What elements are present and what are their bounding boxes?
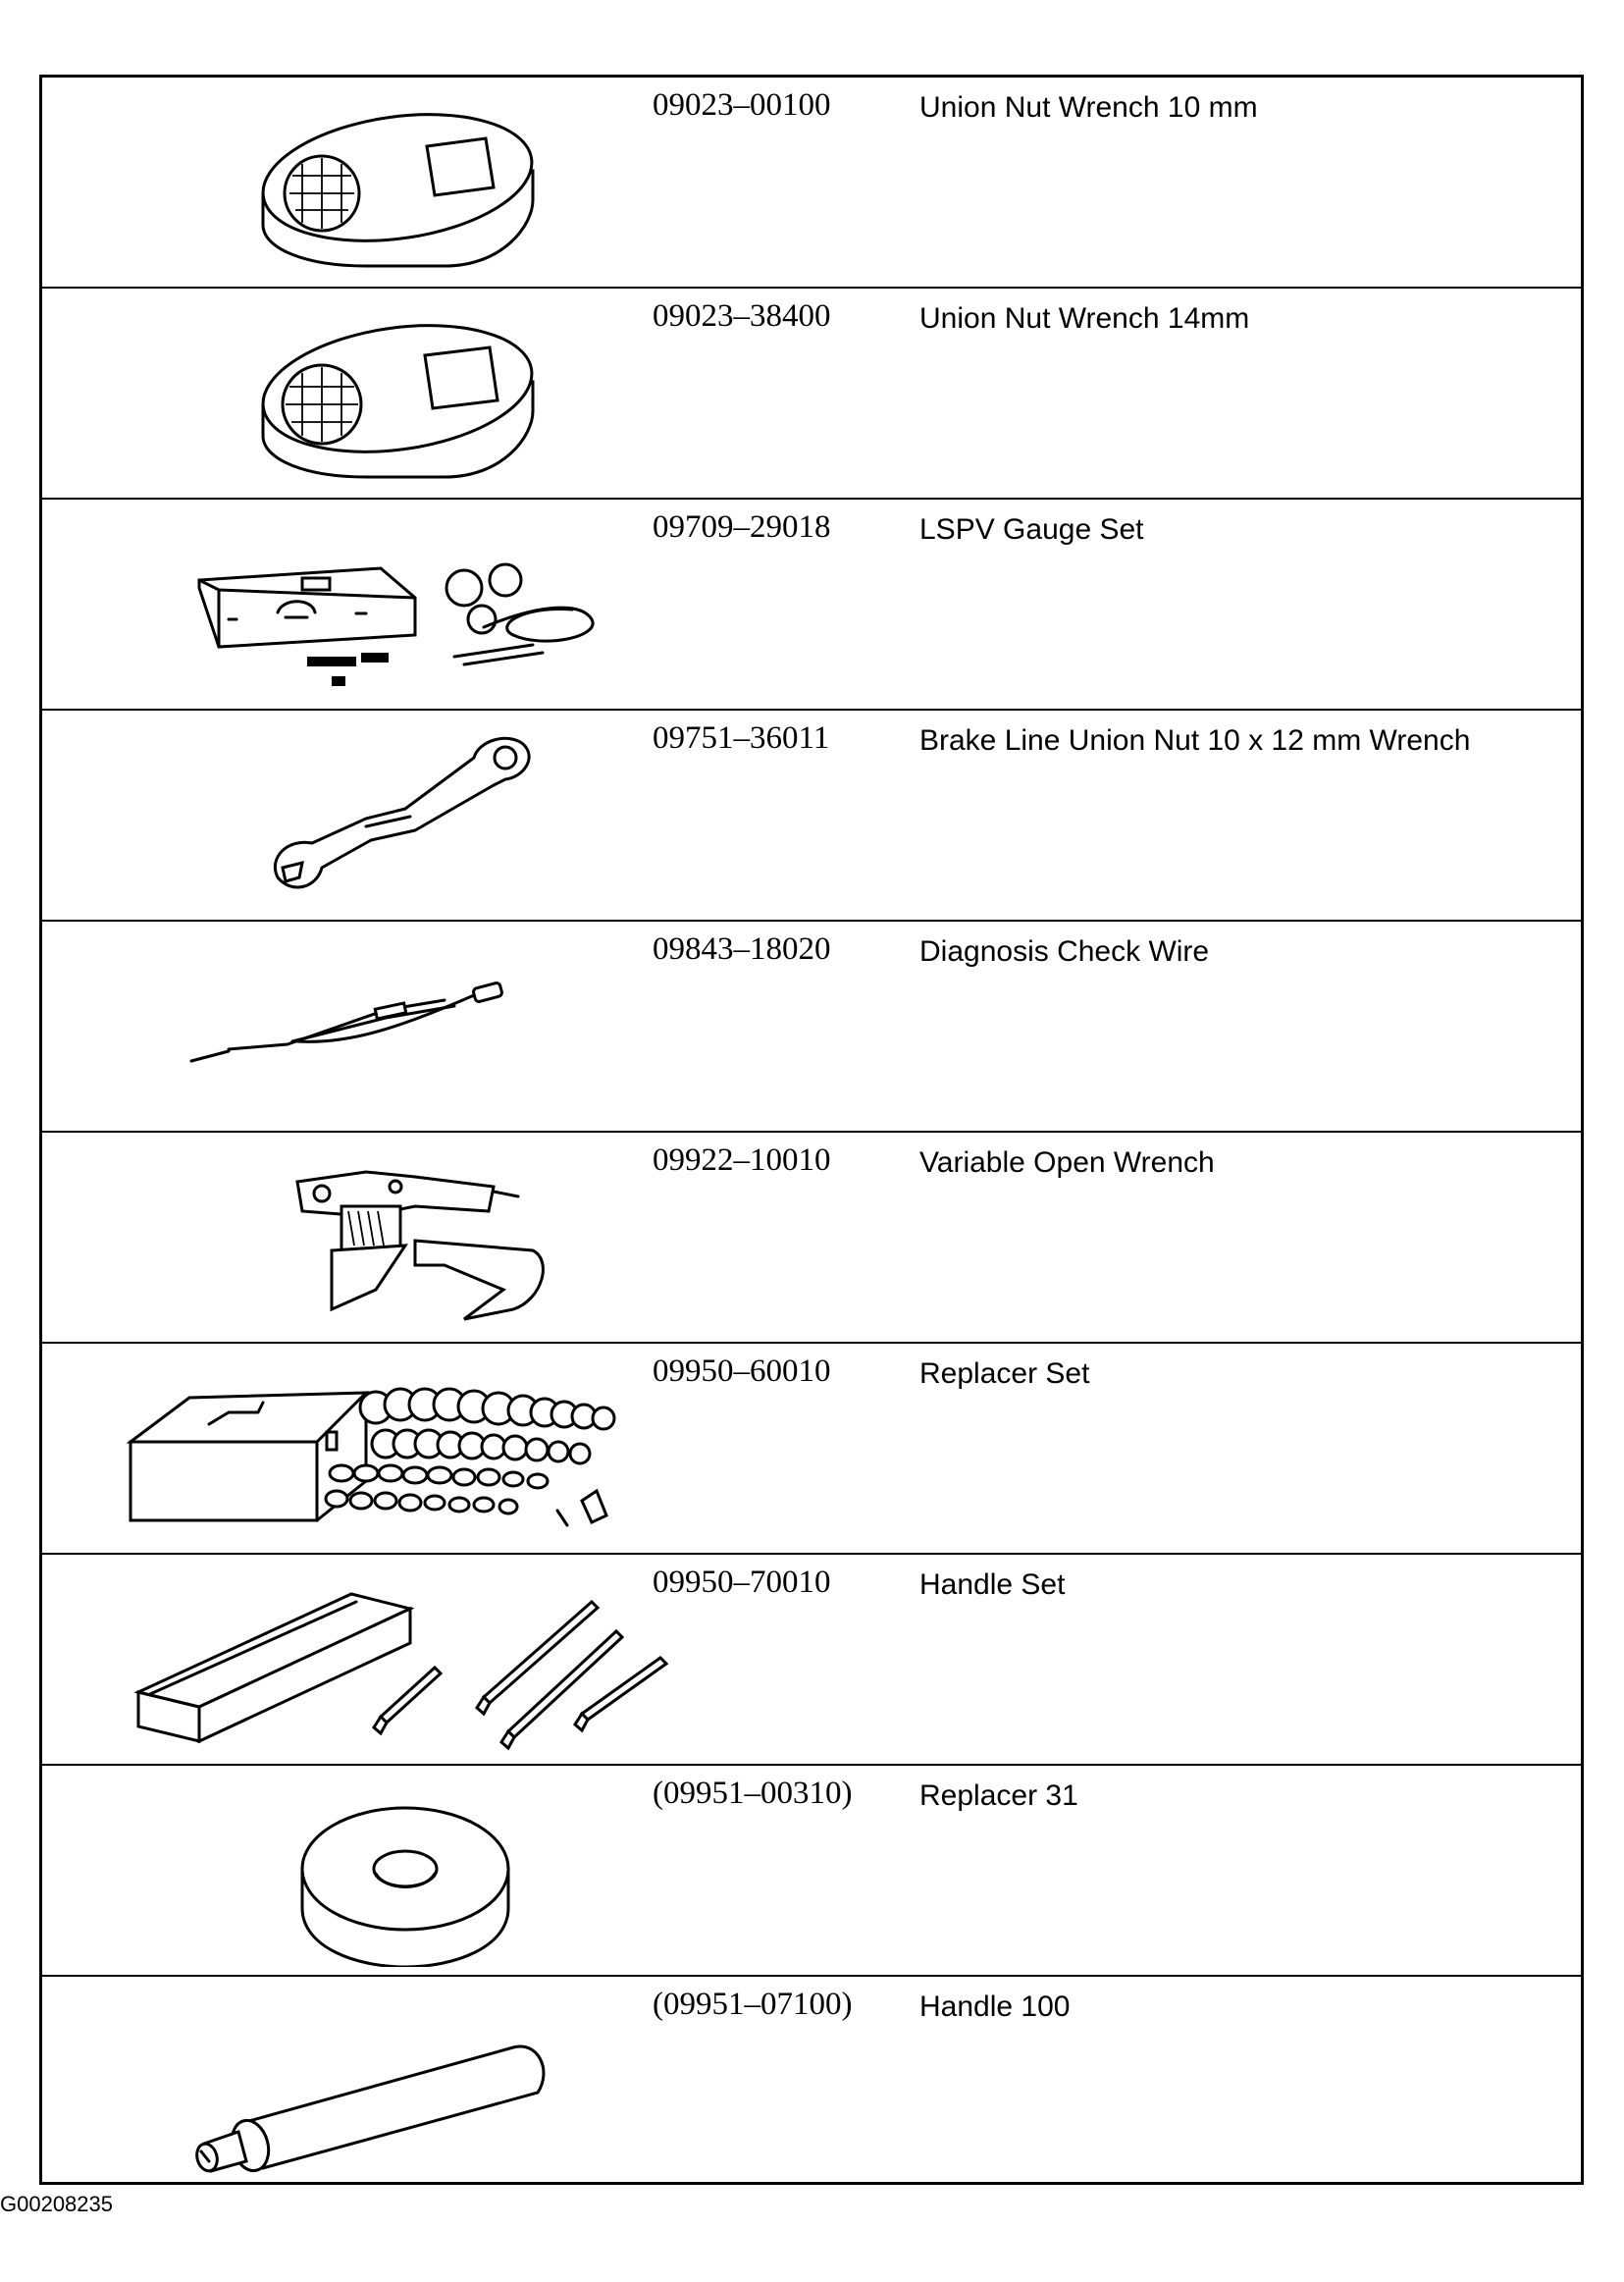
tool-description: LSPV Gauge Set xyxy=(919,513,1144,546)
part-number: 09023–00100 xyxy=(653,87,831,123)
tool-row xyxy=(42,711,1581,922)
tool-row xyxy=(42,1977,1581,2188)
tool-description: Handle Set xyxy=(919,1568,1066,1601)
part-number: (09951–00310) xyxy=(653,1776,853,1811)
variable-open-wrench-icon xyxy=(121,1142,670,1334)
part-number: 09922–10010 xyxy=(653,1142,831,1178)
handle-set-icon xyxy=(121,1565,670,1756)
tool-row xyxy=(42,922,1581,1133)
part-number: 09950–70010 xyxy=(653,1565,831,1600)
tool-description: Brake Line Union Nut 10 x 12 mm Wrench xyxy=(919,724,1471,757)
union-nut-wrench-14mm-icon xyxy=(121,298,670,490)
tool-row xyxy=(42,1133,1581,1344)
part-number: 09843–18020 xyxy=(653,931,831,967)
tool-row xyxy=(42,1766,1581,1977)
replacer-set-icon xyxy=(121,1353,670,1545)
part-number: 09709–29018 xyxy=(653,509,831,545)
tool-row xyxy=(42,289,1581,500)
tool-row xyxy=(42,500,1581,711)
tool-description: Replacer Set xyxy=(919,1357,1090,1390)
brake-line-wrench-icon xyxy=(121,720,670,912)
lspv-gauge-set-icon xyxy=(121,509,670,701)
tool-description: Union Nut Wrench 14mm xyxy=(919,302,1250,335)
tool-row xyxy=(42,78,1581,289)
tool-description: Handle 100 xyxy=(919,1990,1071,2023)
handle-cylinder-icon xyxy=(121,1987,670,2178)
tool-row xyxy=(42,1344,1581,1555)
diagnosis-check-wire-icon xyxy=(121,931,670,1123)
tool-description: Diagnosis Check Wire xyxy=(919,935,1210,968)
tool-table xyxy=(39,75,1584,2185)
tool-description: Union Nut Wrench 10 mm xyxy=(919,91,1258,124)
tool-description: Variable Open Wrench xyxy=(919,1146,1215,1179)
figure-id: G00208235 xyxy=(0,2192,113,2216)
replacer-ring-icon xyxy=(121,1776,670,1967)
union-nut-wrench-10mm-icon xyxy=(121,87,670,279)
part-number: 09950–60010 xyxy=(653,1353,831,1389)
tool-description: Replacer 31 xyxy=(919,1779,1078,1812)
part-number: 09751–36011 xyxy=(653,720,830,756)
part-number: (09951–07100) xyxy=(653,1987,853,2022)
part-number: 09023–38400 xyxy=(653,298,831,334)
tool-row xyxy=(42,1555,1581,1766)
